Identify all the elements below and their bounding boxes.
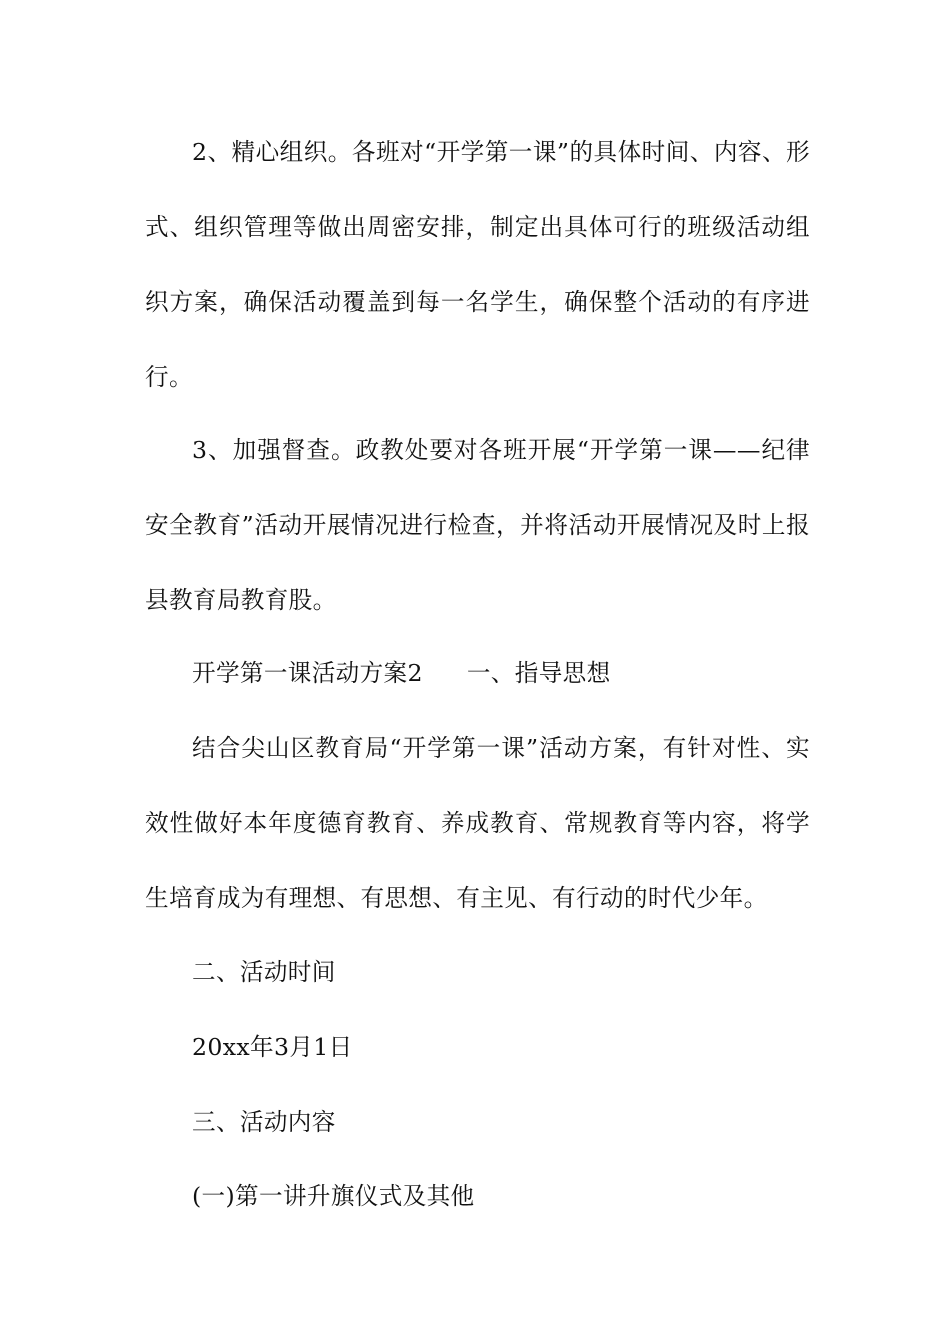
first-lecture-heading: (一)第一讲升旗仪式及其他 [192, 1182, 475, 1210]
plan-title: 开学第一课活动方案2 [192, 659, 423, 687]
guiding-thought-heading: 一、指导思想 [466, 659, 611, 687]
paragraph-supervise: 3、加强督查。政教处要对各班开展“开学第一课——纪律安全教育”活动开展情况进行检查，并将活动开展情况及时上报县教育局教育股。 [145, 436, 810, 614]
activity-content-heading: 三、活动内容 [192, 1108, 336, 1136]
activity-time-heading: 二、活动时间 [192, 958, 336, 986]
paragraph-guiding-thought: 结合尖山区教育局“开学第一课”活动方案，有针对性、实效性做好本年度德育教育、养成教育、常规教育等内容，将学生培育成为有理想、有思想、有主见、有行动的时代少年。 [145, 734, 810, 912]
paragraph-organize: 2、精心组织。各班对“开学第一课”的具体时间、内容、形式、组织管理等做出周密安排，制定出具体可行的班级活动组织方案，确保活动覆盖到每一名学生，确保整个活动的有序进行。 [145, 138, 810, 391]
activity-date: 20xx年3月1日 [192, 1033, 353, 1061]
section-heading [145, 636, 810, 711]
